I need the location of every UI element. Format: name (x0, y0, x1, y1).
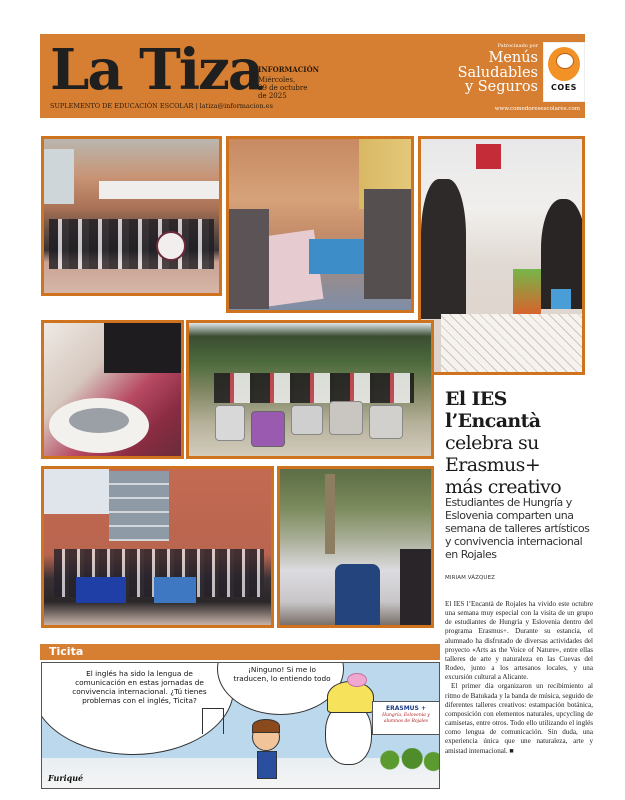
boy-body (257, 751, 277, 779)
castle-on-hill (202, 708, 224, 734)
photo-brass-band (41, 136, 222, 296)
chef-face-icon (556, 53, 574, 69)
comic-strip (41, 662, 440, 789)
speech-bubble-2-text: ¡Ninguno! Si me lo traducen, lo entiendo todo (233, 665, 331, 683)
headline-line: Erasmus+ (445, 454, 541, 476)
boy-hair (252, 719, 280, 733)
ribbon-icon (347, 673, 367, 687)
cartoonist-signature: Furiqué (48, 773, 84, 783)
article-headline (445, 388, 595, 498)
headline-bold: El IES l’Encantà (445, 388, 541, 432)
article-byline: MIRIAM VÁZQUEZ (445, 575, 496, 581)
logo: La Tiza (50, 37, 263, 103)
sponsor-label: Patrocinado por (497, 43, 538, 49)
sponsor-line: Menús (488, 50, 538, 66)
masthead (40, 34, 585, 118)
newspaper-brand: INFORMACIÓN (258, 65, 320, 74)
body-paragraph: El primer día organizaron un recibimiento al ritmo de Batukada y la banda de música, seguido de diferentes talleres creativos: estampación botánica, composición con elementos naturales, upcycling de camisetas, entre otros. Todo ello utilizando el inglés como lengua de comunicación. Sin duda, una experiencia única que une naturaleza, arte y amistad internacional. ■ (445, 682, 593, 755)
sponsor-line: Saludables (457, 64, 538, 81)
supplement-subline: SUPLEMENTO DE EDUCACIÓN ESCOLAR | latiza@informacion.es (50, 102, 273, 110)
photo-painting-workshop (418, 136, 585, 375)
headline-line: más creativo (445, 476, 562, 498)
banner-title: ERASMUS + (386, 705, 426, 712)
date-line: de 2025 (258, 92, 287, 100)
banner-subtitle: Hungría, Eslovenia y alumnos de Rojales (382, 713, 430, 724)
article-body (445, 600, 593, 756)
photo-textile-workshop (226, 136, 414, 313)
body-paragraph: El IES l’Encantà de Rojales ha vivido este octubre una semana muy especial con la visita de un grupo de estudiantes de Hungría y Eslovenia dentro del programa Erasmus+. Durante su estancia, el alumnado ha disfrutado de diversas actividades del proyecto «Arts as the Voice of Nature», entre ellas talleres de arte y naturaleza en las Cuevas del Rodeo, junto a los artesanos locales, y una excursión cultural a Alicante. (445, 600, 593, 682)
sponsor-line: y Seguros (464, 79, 538, 95)
edition-info (258, 66, 319, 100)
photo-group-flags (41, 466, 274, 628)
photo-reception (277, 466, 434, 628)
sponsor-url: www.comedoresescolares.com (494, 106, 580, 112)
date-line: Miércoles, (258, 76, 296, 84)
coes-wordmark: COES (551, 83, 577, 92)
article-subhead: Estudiantes de Hungría y Eslovenia comparten una semana de talleres artísticos y convivencia internacional en Rojales (445, 496, 590, 561)
photo-pottery (41, 320, 184, 459)
coes-logo (543, 42, 585, 102)
photo-batucada (186, 320, 434, 459)
headline-line: celebra su (445, 432, 539, 454)
speech-bubble-1-text: El inglés ha sido la lengua de comunicación en estas jornadas de convivencia internacional. ¿Tú tienes problemas con el inglés, Ticita? (72, 669, 207, 705)
date-line: 29 de octubre (258, 84, 308, 92)
comic-title: Ticita (49, 645, 84, 658)
trees (377, 748, 440, 778)
erasmus-banner (372, 701, 440, 735)
comic-section-bar (40, 644, 440, 660)
sponsor-slogan (428, 51, 538, 95)
